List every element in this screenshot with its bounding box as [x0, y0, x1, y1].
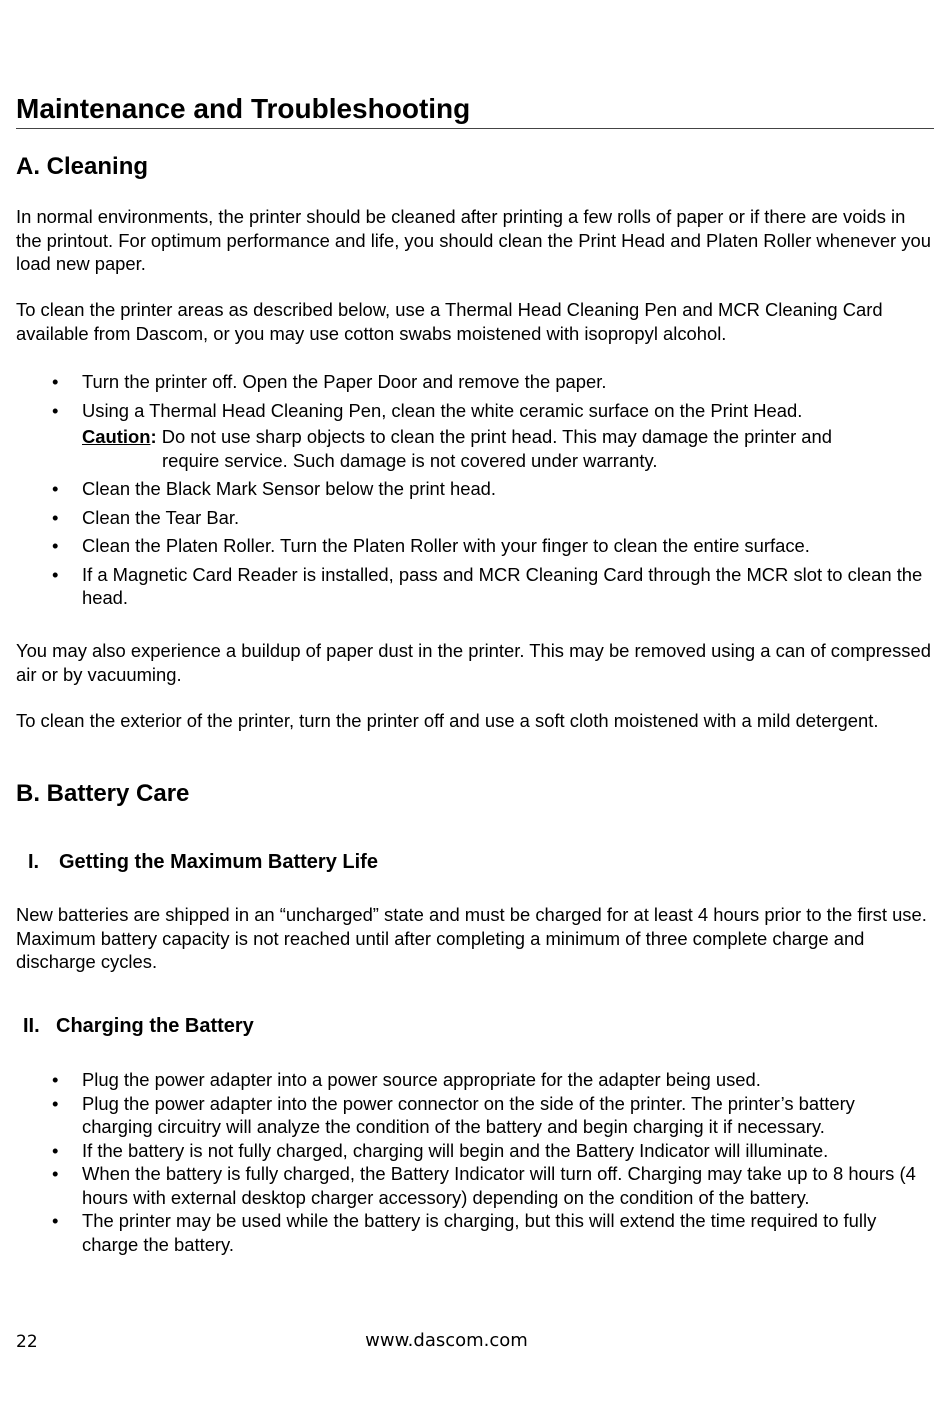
cleaning-paragraph-1: In normal environments, the printer should be cleaned after printing a few rolls of paper or if there are voids in the printout. For optimum performance and life, you should clean the Print Head and Platen Roller whenever you load new paper.	[16, 206, 931, 274]
page-number: 22	[16, 1332, 38, 1352]
caution-text-line-1: Do not use sharp objects to clean the print head. This may damage the printer and	[156, 426, 832, 447]
charging-steps-list	[0, 1068, 930, 1256]
list-item: • Plug the power adapter into the power connector on the side of the printer. The printer’s battery charging circuitry will analyze the condition of the battery and begin charging it if necessary.	[0, 1092, 930, 1139]
list-item: • If a Magnetic Card Reader is installed, pass and MCR Cleaning Card through the MCR slot to clean the head.	[0, 563, 930, 610]
subsection-title: Charging the Battery	[56, 1015, 254, 1037]
cleaning-paragraph-3: You may also experience a buildup of paper dust in the printer. This may be removed using a can of compressed air or by vacuuming.	[16, 640, 931, 685]
caution-label: Caution	[82, 426, 151, 447]
subsection-title: Getting the Maximum Battery Life	[59, 851, 378, 873]
list-item: • When the battery is fully charged, the Battery Indicator will turn off. Charging may take up to 8 hours (4 hours with external desktop charger accessory) depending on the condition of the battery.	[0, 1162, 930, 1209]
page-title: Maintenance and Troubleshooting	[16, 91, 934, 129]
list-item: • Using a Thermal Head Cleaning Pen, clean the white ceramic surface on the Print Head.	[0, 399, 930, 423]
section-heading-battery-care: B. Battery Care	[16, 780, 190, 807]
cleaning-steps-list-a	[0, 370, 930, 422]
cleaning-steps-list-b	[0, 477, 930, 610]
list-item: • Clean the Tear Bar.	[0, 506, 930, 530]
subsection-heading-max-battery-life	[28, 849, 378, 875]
caution-colon: :	[150, 426, 157, 447]
list-item: • If the battery is not fully charged, charging will begin and the Battery Indicator will illuminate.	[0, 1139, 930, 1163]
subsection-heading-charging	[23, 1013, 254, 1039]
cleaning-paragraph-4: To clean the exterior of the printer, turn the printer off and use a soft cloth moistened with a mild detergent.	[16, 710, 879, 731]
subsection-number: I.	[28, 851, 40, 873]
list-item: • Clean the Platen Roller. Turn the Platen Roller with your finger to clean the entire surface.	[0, 534, 930, 558]
footer-url: www.dascom.com	[365, 1330, 528, 1351]
list-item: • Clean the Black Mark Sensor below the print head.	[0, 477, 930, 501]
list-item: • Plug the power adapter into a power source appropriate for the adapter being used.	[0, 1068, 930, 1092]
section-heading-cleaning: A. Cleaning	[16, 153, 149, 180]
list-item: • The printer may be used while the battery is charging, but this will extend the time required to fully charge the battery.	[0, 1209, 930, 1256]
caution-note	[82, 425, 932, 472]
caution-text-line-2: require service. Such damage is not covered under warranty.	[162, 449, 658, 471]
subsection-number: II.	[23, 1015, 40, 1037]
cleaning-paragraph-2: To clean the printer areas as described below, use a Thermal Head Cleaning Pen and MCR Cleaning Card available from Dascom, or you may use cotton swabs moistened with isopropyl alcohol.	[16, 299, 883, 344]
battery-life-paragraph: New batteries are shipped in an “uncharged” state and must be charged for at least 4 hours prior to the first use. Maximum battery capacity is not reached until after completing a minimum of three complete charge and discharge cycles.	[16, 904, 927, 972]
list-item: • Turn the printer off. Open the Paper Door and remove the paper.	[0, 370, 930, 394]
